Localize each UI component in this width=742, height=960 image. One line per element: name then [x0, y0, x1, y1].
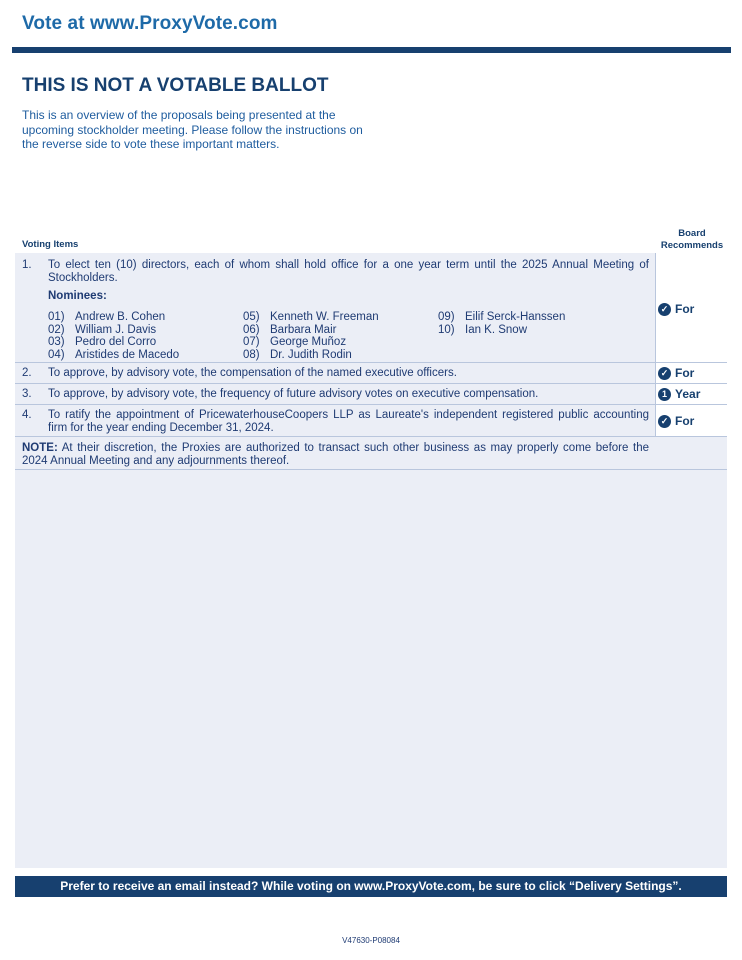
- nominee: [243, 324, 379, 337]
- item-number: 3.: [22, 388, 32, 400]
- nominee-name: Barbara Mair: [270, 323, 337, 336]
- nominee: [243, 336, 379, 349]
- recommendation-label: For: [675, 414, 695, 428]
- nominee: [438, 311, 565, 324]
- column-divider: [655, 253, 656, 362]
- nominee-name: Ian K. Snow: [465, 323, 528, 336]
- page-title: THIS IS NOT A VOTABLE BALLOT: [22, 75, 329, 96]
- nominee-name: Andrew B. Cohen: [75, 311, 166, 323]
- column-divider: [655, 384, 656, 404]
- intro-line: the reverse side to vote these important matters.: [22, 137, 280, 151]
- document-code: V47630-P08084: [342, 936, 400, 945]
- board-recommendation: [658, 302, 694, 316]
- item-text: To ratify the appointment of PricewaterhouseCoopers LLP as Laureate's independent registered public accounting firm for the year ending December 31, 2024.: [48, 409, 649, 434]
- board-recommendation: [658, 414, 694, 428]
- board-header-line: Recommends: [660, 239, 724, 251]
- nominee: [48, 324, 179, 337]
- voting-item-3: [15, 384, 727, 405]
- voting-items-table: [15, 253, 727, 868]
- nominee-name: George Muñoz: [270, 336, 347, 348]
- intro-line: upcoming stockholder meeting. Please follow the instructions on: [22, 122, 363, 137]
- nominee: [48, 311, 179, 324]
- item-number: 1.: [22, 259, 32, 271]
- nominee-number: 02): [48, 323, 65, 336]
- intro-text: [22, 108, 367, 152]
- check-circle-icon: ✓: [658, 415, 671, 428]
- header-divider: [12, 47, 731, 53]
- check-circle-icon: ✓: [658, 367, 671, 380]
- nominee-name: Eilif Serck-Hanssen: [465, 311, 566, 323]
- note-text: [22, 442, 649, 467]
- item-number: 2.: [22, 367, 32, 379]
- nominee-number: 06): [243, 323, 260, 336]
- board-recommendation: [658, 366, 694, 380]
- voting-items-header: Voting Items: [22, 239, 79, 250]
- nominee: [48, 336, 179, 349]
- column-divider: [655, 363, 656, 383]
- nominee-name: Kenneth W. Freeman: [270, 311, 379, 323]
- item-text: To elect ten (10) directors, each of whom shall hold office for a one year term until the 2025 Annual Meeting of Stockholders.: [48, 259, 649, 284]
- nominee-number: 09): [438, 311, 455, 323]
- nominee-number: 07): [243, 336, 260, 348]
- nominees-column-2: [243, 311, 379, 361]
- voting-item-1: [15, 253, 727, 363]
- board-recommends-header: [652, 228, 732, 251]
- nominee-name: Aristides de Macedo: [75, 348, 180, 361]
- number-one-circle-icon: 1: [658, 388, 671, 401]
- nominees-column-1: [48, 311, 179, 361]
- nominee-number: 10): [438, 323, 455, 336]
- nominee-number: 01): [48, 311, 65, 323]
- nominee-name: Dr. Judith Rodin: [270, 348, 352, 361]
- item-text: To approve, by advisory vote, the compensation of the named executive officers.: [48, 367, 457, 379]
- item-number: 4.: [22, 409, 32, 421]
- recommendation-label: For: [675, 302, 695, 316]
- item-text: To approve, by advisory vote, the frequency of future advisory votes on executive compensation.: [48, 388, 539, 400]
- nominees-column-3: [438, 311, 565, 336]
- nominee: [48, 349, 179, 362]
- check-circle-icon: ✓: [658, 303, 671, 316]
- voting-item-4: [15, 405, 727, 437]
- nominee: [243, 311, 379, 324]
- nominees-label: Nominees:: [48, 290, 107, 302]
- intro-line: This is an overview of the proposals being presented at the: [22, 108, 336, 122]
- nominee-name: William J. Davis: [75, 323, 157, 336]
- nominee-number: 03): [48, 336, 65, 348]
- nominee-number: 04): [48, 348, 65, 361]
- recommendation-label: Year: [675, 387, 701, 401]
- board-recommendation: [658, 387, 700, 401]
- voting-item-2: [15, 363, 727, 384]
- column-divider: [655, 405, 656, 436]
- site-title: Vote at www.ProxyVote.com: [22, 13, 278, 34]
- recommendation-label: For: [675, 366, 695, 380]
- delivery-settings-banner: Prefer to receive an email instead? While voting on www.ProxyVote.com, be sure to click “Delivery Settings”.: [15, 876, 727, 897]
- nominee-name: Pedro del Corro: [75, 336, 157, 348]
- note-body: At their discretion, the Proxies are authorized to transact such other business as may properly come before the 2024 Annual Meeting and any adjournments thereof.: [22, 442, 649, 467]
- nominee-number: 08): [243, 348, 260, 361]
- note-label: NOTE:: [22, 442, 58, 454]
- nominee-number: 05): [243, 311, 260, 323]
- nominee: [243, 349, 379, 362]
- note-row: [15, 437, 727, 470]
- board-header-line: Board: [678, 228, 706, 239]
- nominee: [438, 324, 565, 337]
